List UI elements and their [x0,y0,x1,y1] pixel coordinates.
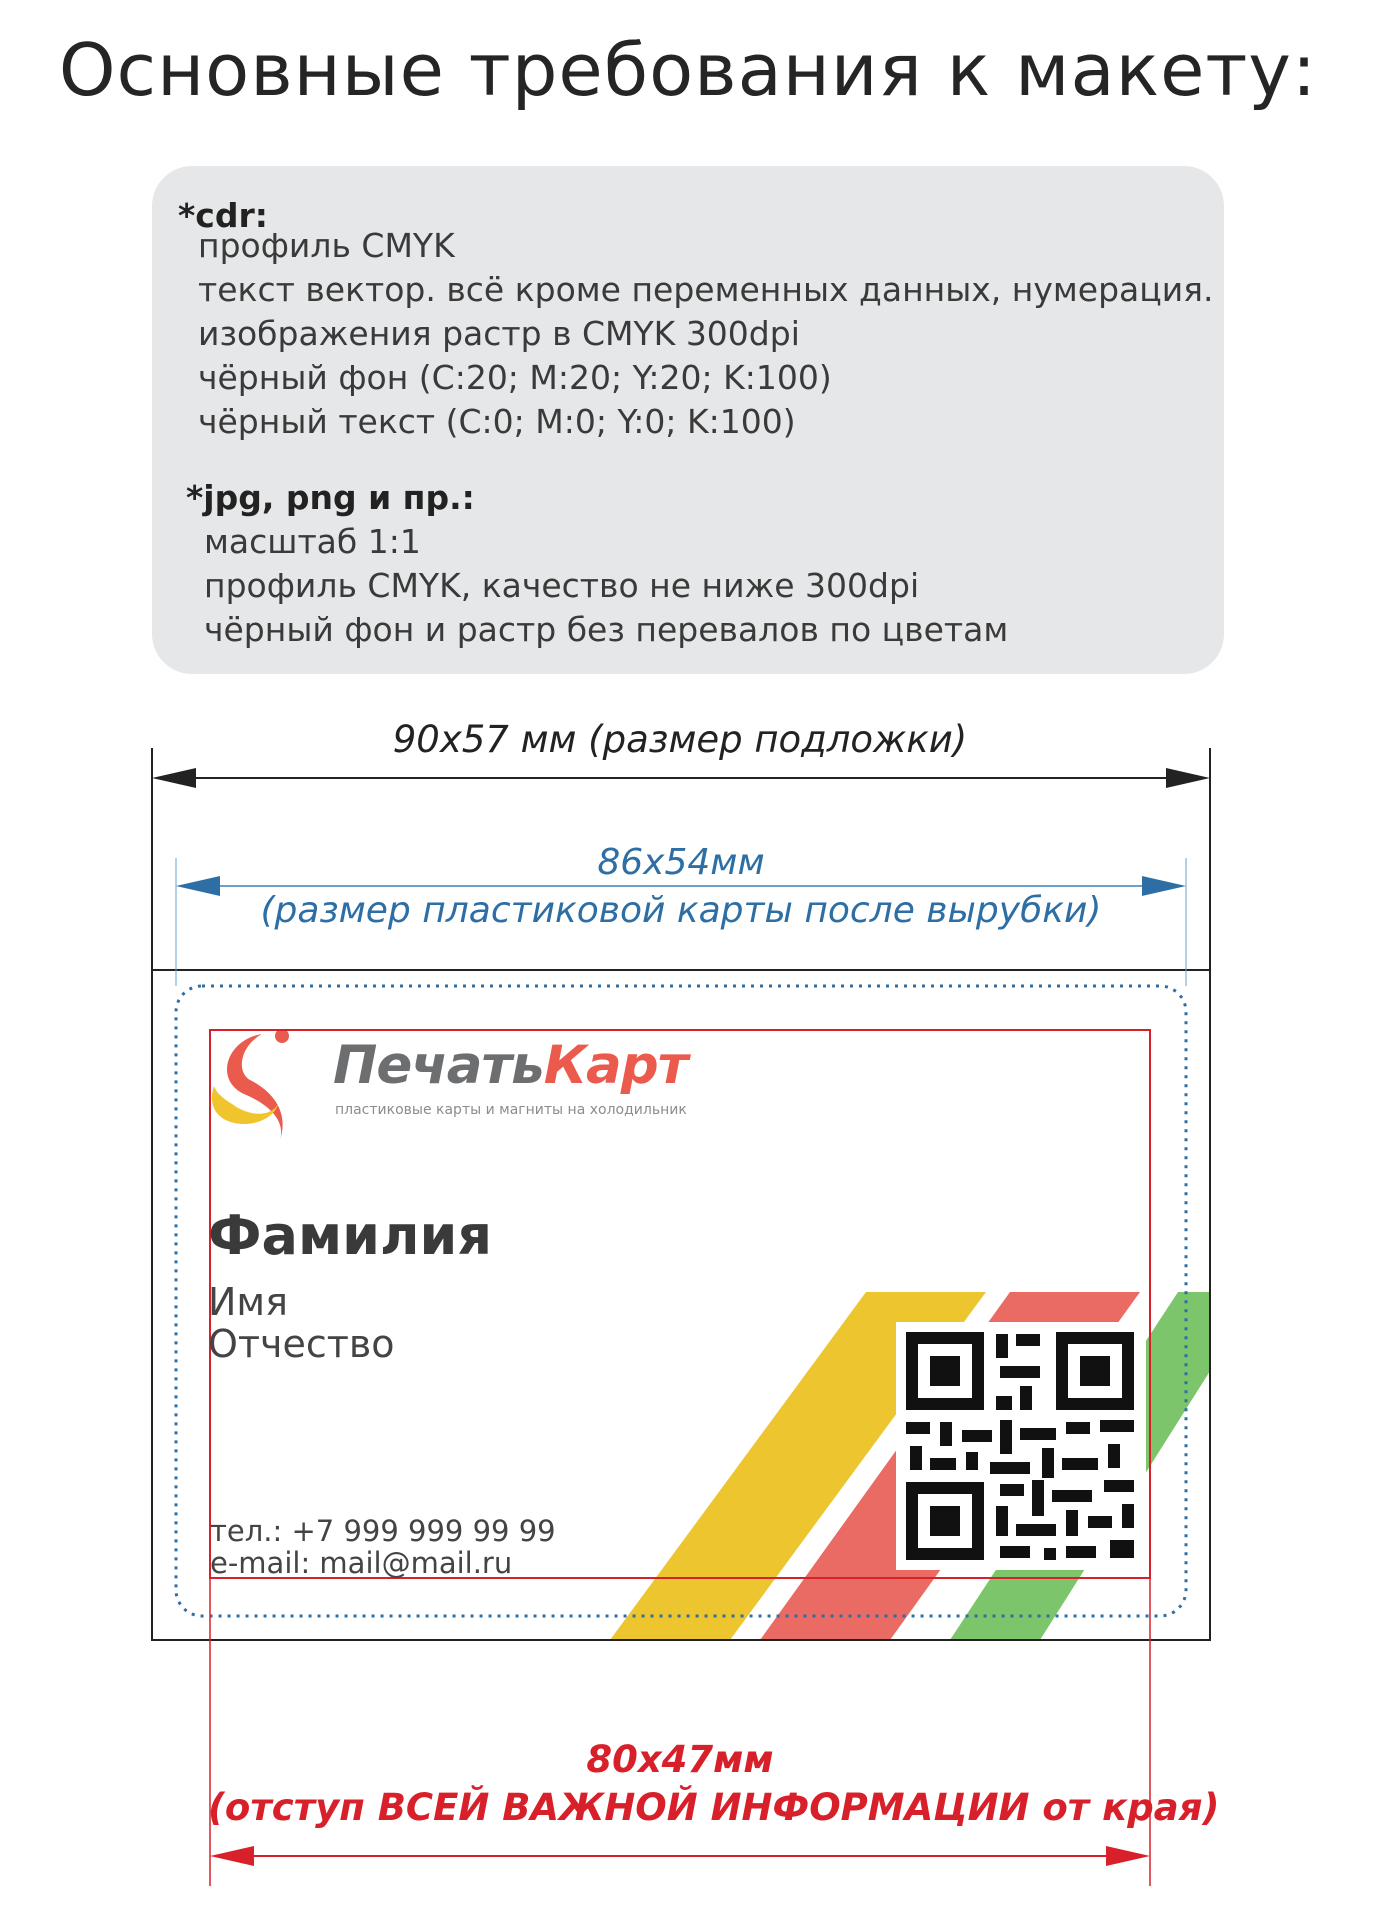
card-surname: Фамилия [208,1204,493,1267]
card-name: Имя [208,1280,288,1324]
logo-name-part2: Карт [543,1035,688,1096]
cdr-line: профиль CMYK [198,226,455,265]
logo-name [333,1035,687,1096]
cdr-line: чёрный текст (C:0; M:0; Y:0; K:100) [198,402,796,441]
card-email: e-mail: mail@mail.ru [210,1546,513,1580]
safe-zone-note: (отступ ВСЕЙ ВАЖНОЙ ИНФОРМАЦИИ от края) [208,1786,1220,1829]
cdr-line: чёрный фон (C:20; M:20; Y:20; K:100) [198,358,832,397]
raster-line: чёрный фон и растр без перевалов по цветам [204,610,1009,649]
logo-swirl-icon [212,1029,289,1140]
page-title: Основные требования к макету: [58,28,1318,112]
card-size-label: 86x54мм [597,842,765,883]
raster-line: масштаб 1:1 [204,522,421,561]
substrate-size-label: 90x57 мм (размер подложки) [392,718,968,761]
cdr-heading: *cdr: [178,196,268,235]
arrow-right-icon [1166,768,1210,788]
logo-tagline: пластиковые карты и магниты на холодильник [335,1102,687,1118]
raster-heading: *jpg, png и пр.: [186,478,475,517]
qr-code-icon [896,1322,1146,1570]
logo-name-part1: Печать [333,1035,544,1096]
cdr-line: текст вектор. всё кроме переменных данных, нумерация. [198,270,1214,309]
arrow-left-icon [210,1846,254,1866]
card-size-note: (размер пластиковой карты после вырубки) [260,890,1102,931]
card-patronymic: Отчество [208,1322,395,1366]
safe-zone-size-label: 80x47мм [586,1738,774,1781]
raster-line: профиль CMYK, качество не ниже 300dpi [204,566,920,605]
arrow-left-icon [152,768,196,788]
cdr-line: изображения растр в CMYK 300dpi [198,314,800,353]
card-phone: тел.: +7 999 999 99 99 [210,1514,556,1548]
arrow-right-icon [1106,1846,1150,1866]
